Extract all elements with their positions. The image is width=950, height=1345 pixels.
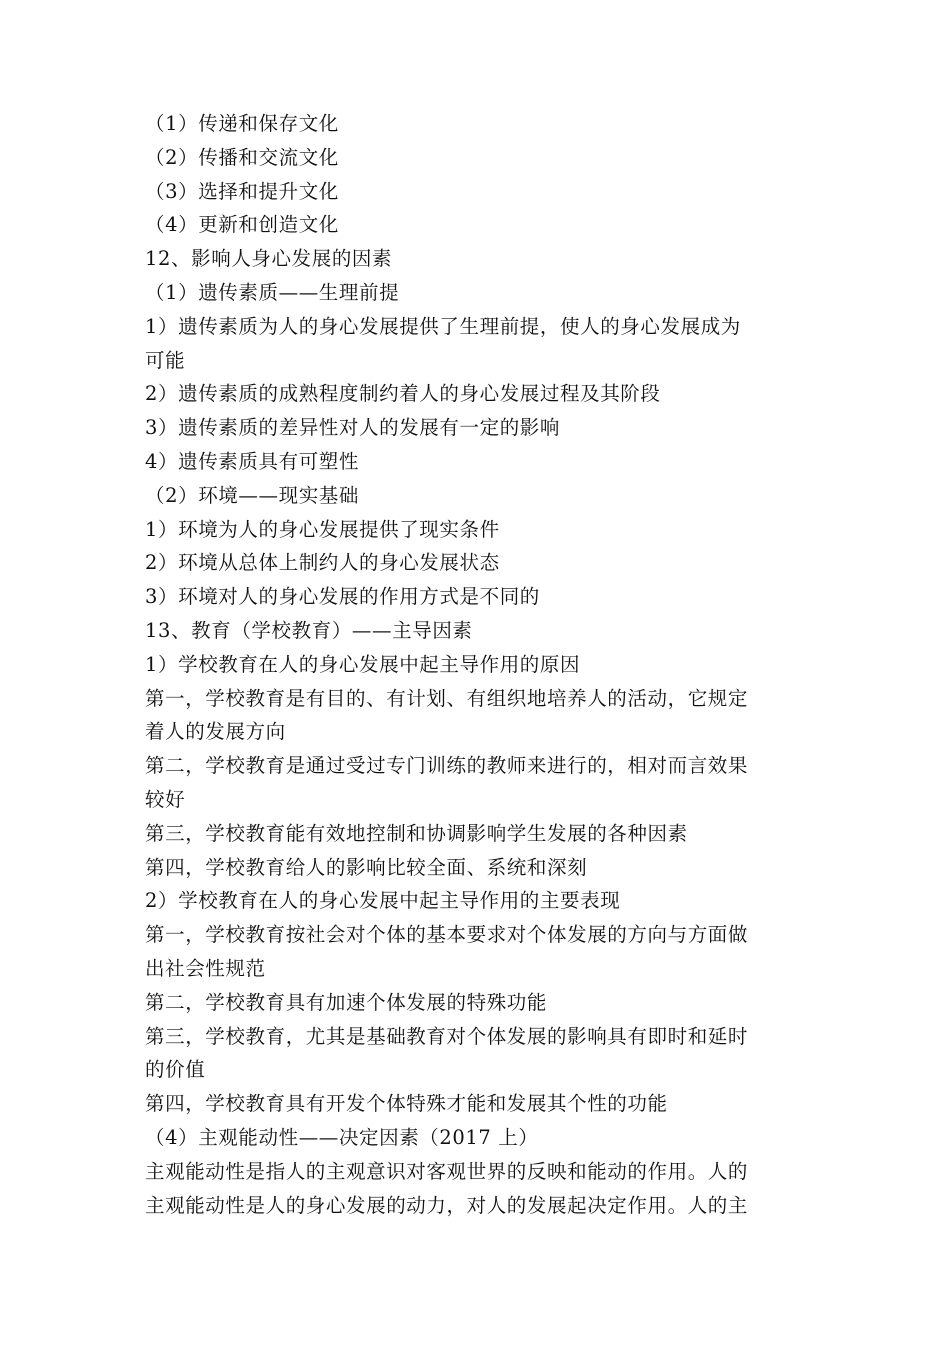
paragraph-line: 第三，学校教育，尤其是基础教育对个体发展的影响具有即时和延时 — [145, 1024, 749, 1048]
paragraph-line: 的价值 — [145, 1058, 206, 1082]
paragraph-line: 第二，学校教育是通过受过专门训练的教师来进行的，相对而言效果 — [145, 754, 749, 778]
paragraph-line: 第一，学校教育是有目的、有计划、有组织地培养人的活动，它规定 — [145, 686, 749, 710]
paragraph-line: 1）环境为人的身心发展提供了现实条件 — [145, 517, 500, 541]
list-item: （3）选择和提升文化 — [145, 179, 339, 203]
list-item: （4）更新和创造文化 — [145, 213, 339, 237]
section-heading: 12、影响人身心发展的因素 — [145, 247, 393, 271]
paragraph-line: 1）学校教育在人的身心发展中起主导作用的原因 — [145, 652, 581, 676]
paragraph-line: 出社会性规范 — [145, 956, 266, 980]
paragraph-line: 3）遗传素质的差异性对人的发展有一定的影响 — [145, 416, 561, 440]
section-heading: 13、教育（学校教育）——主导因素 — [145, 618, 473, 642]
paragraph-line: 2）遗传素质的成熟程度制约着人的身心发展过程及其阶段 — [145, 382, 661, 406]
subsection-heading: （1）遗传素质——生理前提 — [145, 280, 400, 304]
paragraph-line: 2）环境从总体上制约人的身心发展状态 — [145, 551, 500, 575]
paragraph-line: 主观能动性是人的身心发展的动力，对人的发展起决定作用。人的主 — [145, 1193, 749, 1217]
paragraph-line: 主观能动性是指人的主观意识对客观世界的反映和能动的作用。人的 — [145, 1159, 749, 1183]
paragraph-line: 较好 — [145, 787, 186, 811]
paragraph-line: 第二，学校教育具有加速个体发展的特殊功能 — [145, 990, 548, 1014]
paragraph-line: 着人的发展方向 — [145, 720, 286, 744]
paragraph-line: 2）学校教育在人的身心发展中起主导作用的主要表现 — [145, 889, 621, 913]
document-body — [145, 107, 810, 1222]
subsection-heading: （4）主观能动性——决定因素（2017 上） — [145, 1125, 539, 1149]
paragraph-line: 第一，学校教育按社会对个体的基本要求对个体发展的方向与方面做 — [145, 923, 749, 947]
paragraph-line: 1）遗传素质为人的身心发展提供了生理前提，使人的身心发展成为 — [145, 314, 741, 338]
paragraph-line: 第四，学校教育具有开发个体特殊才能和发展其个性的功能 — [145, 1092, 668, 1116]
paragraph-line: 3）环境对人的身心发展的作用方式是不同的 — [145, 585, 540, 609]
list-item: （1）传递和保存文化 — [145, 112, 339, 135]
paragraph-line: 第三，学校教育能有效地控制和协调影响学生发展的各种因素 — [145, 821, 688, 845]
paragraph-line: 4）遗传素质具有可塑性 — [145, 449, 360, 473]
paragraph-line: 可能 — [145, 348, 186, 372]
subsection-heading: （2）环境——现实基础 — [145, 483, 360, 507]
paragraph-line: 第四，学校教育给人的影响比较全面、系统和深刻 — [145, 855, 588, 879]
list-item: （2）传播和交流文化 — [145, 145, 339, 169]
